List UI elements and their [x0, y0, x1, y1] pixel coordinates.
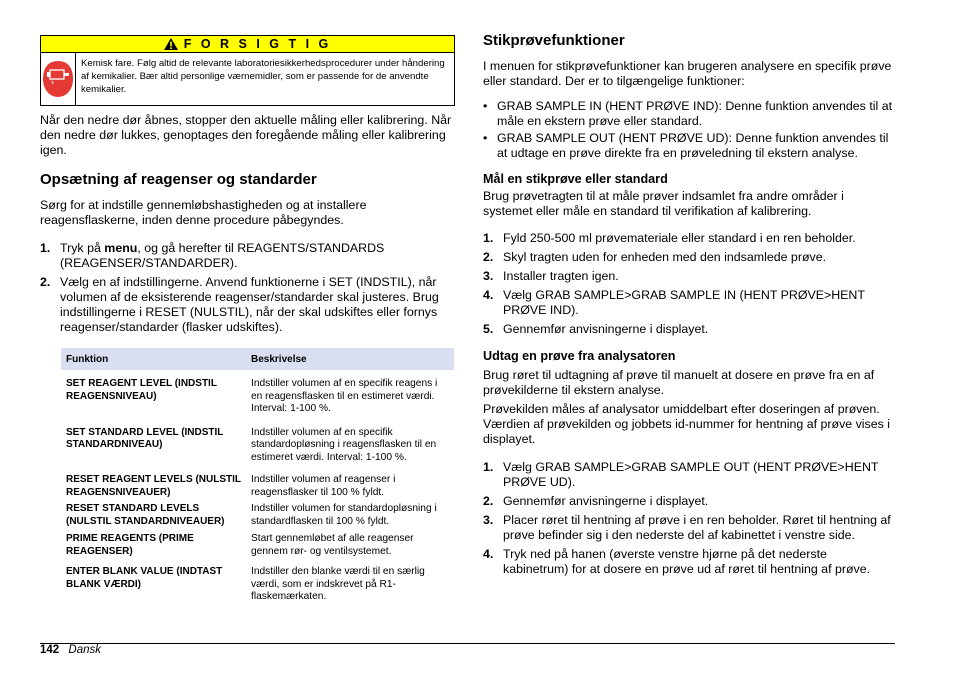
list-item: 3. Placer røret til hentning af prøve i en ren beholder. Røret til hentning af prøve befinder sig i den nederste del af kabinettet i venstre side.	[483, 513, 891, 542]
list-item: 5. Gennemfør anvisningerne i displayet.	[483, 322, 709, 336]
list-item: 2. Gennemfør anvisningerne i displayet.	[483, 494, 709, 508]
right-column	[483, 32, 895, 577]
left-column	[40, 35, 454, 604]
table-header-description: Beskrivelse	[246, 348, 454, 370]
table-row: PRIME REAGENTS (PRIME REAGENSER) Start gennemløbet af alle reagenser gennem rør- og ventilsystemet.	[66, 533, 414, 557]
footer-divider	[40, 643, 895, 644]
functions-table	[61, 348, 454, 604]
table-row: SET REAGENT LEVEL (INDSTIL REAGENSNIVEAU) Indstiller volumen af en specifik reagens i en reagensflasken til en estimeret værdi. Interval: 1-100 %.	[66, 378, 438, 414]
list-item: 1. Tryk på menu, og gå herefter til REAGENTS/STANDARDS (REAGENSER/STANDARDER).	[40, 241, 385, 270]
caution-text: Kemisk fare. Følg altid de relevante laboratoriesikkerhedsprocedurer under håndering af kemikalier. Bær altid personlige værnemidler, som er passende for de anvendte kemikalier.	[81, 58, 445, 95]
table-row: RESET REAGENT LEVELS (NULSTIL REAGENSNIVEAUER) Indstiller volumen af reagenser i reagensflasker til 100 % fyldt.	[66, 474, 396, 498]
grab-sample-bullets	[483, 99, 895, 161]
caution-box	[40, 35, 455, 106]
page-footer	[40, 643, 101, 657]
measure-steps	[483, 231, 895, 337]
table-row: ENTER BLANK VALUE (INDTAST BLANK VÆRDI) Indstiller den blanke værdi til en særlig værdi, som er indskrevet på R1-flaskemærkaten.	[66, 566, 425, 602]
measure-subheading: Mål en stikprøve eller standard	[483, 172, 668, 186]
warning-triangle-icon	[164, 38, 178, 50]
list-item: 1. Fyld 250-500 ml prøvemateriale eller standard i en ren beholder.	[483, 231, 856, 245]
grab-sample-heading: Stikprøvefunktioner	[483, 32, 625, 49]
extract-subheading: Udtag en prøve fra analysatoren	[483, 349, 676, 363]
reagents-steps	[40, 241, 454, 335]
caution-header	[41, 36, 454, 53]
table-header-function: Funktion	[61, 348, 246, 370]
list-item: • GRAB SAMPLE IN (HENT PRØVE IND): Denne funktion anvendes til at måle en ekstern prøve eller standard.	[483, 99, 895, 129]
caution-title: F O R S I G T I G	[183, 37, 332, 51]
list-item: 2. Vælg en af indstillingerne. Anvend funktionerne i SET (INDSTIL), når volumen af de eksisterende reagenser/standarder skal justeres. Brug indstillingerne i RESET (NULSTIL), når der skal udskiftes eller fornys reagenser/standarder (flasker udskiftes).	[40, 275, 439, 334]
intro-paragraph: Når den nedre dør åbnes, stopper den aktuelle måling eller kalibrering. Når den nedre dør lukkes, genoptages den foregående måling eller kalibrering igen.	[40, 113, 452, 157]
reagents-heading: Opsætning af reagenser og standarder	[40, 171, 317, 188]
list-item: 4. Tryk ned på hanen (øverste venstre hjørne på det nederste kabinetrum) for at dosere en prøve ud af røret til hentning af prøve.	[483, 547, 871, 576]
measure-paragraph: Brug prøvetragten til at måle prøver indsamlet fra andre områder i systemet eller måle en standard til verifikation af kalibrering.	[483, 189, 844, 218]
extract-paragraph-2: Prøvekilden måles af analysator umiddelbart efter doseringen af prøven. Værdien af prøvekilden og jobbets id-nummer for hentning af prøve vises i displayet.	[483, 402, 891, 446]
table-row: SET STANDARD LEVEL (INDSTIL STANDARDNIVEAU) Indstiller volumen af en specifik standardopløsning i reagensflasken til en estimeret værdi. Interval: 1-100 %.	[66, 426, 437, 463]
extract-steps	[483, 460, 895, 577]
chemical-hazard-icon	[41, 60, 75, 98]
list-item: 4. Vælg GRAB SAMPLE>GRAB SAMPLE IN (HENT PRØVE>HENT PRØVE IND).	[483, 288, 865, 317]
list-item: 2. Skyl tragten uden for enheden med den indsamlede prøve.	[483, 250, 827, 264]
list-item: • GRAB SAMPLE OUT (HENT PRØVE UD): Denne funktion anvendes til at udtage en prøve direkte fra en prøveledning til ekstern analyse.	[483, 131, 895, 161]
language-label: Dansk	[68, 644, 101, 656]
page-number: 142	[40, 644, 60, 656]
extract-paragraph-1: Brug røret til udtagning af prøve til manuelt at dosere en prøve fra en af prøvekilderne til ekstern analyse.	[483, 368, 875, 397]
table-row: RESET STANDARD LEVELS (NULSTIL STANDARDNIVEAUER) Indstiller volumen for standardopløsning i standardflasken til 100 % fyldt.	[66, 503, 437, 527]
list-item: 1. Vælg GRAB SAMPLE>GRAB SAMPLE OUT (HENT PRØVE>HENT PRØVE UD).	[483, 460, 879, 489]
reagents-paragraph: Sørg for at indstille gennemløbshastigheden og at installere reagensflaskerne, inden denne procedure påbegyndes.	[40, 198, 367, 227]
list-item: 3. Installer tragten igen.	[483, 269, 619, 283]
grab-sample-intro: I menuen for stikprøvefunktioner kan brugeren analysere en specifik prøve eller standard. Der er to tilgængelige funktioner:	[483, 59, 892, 88]
